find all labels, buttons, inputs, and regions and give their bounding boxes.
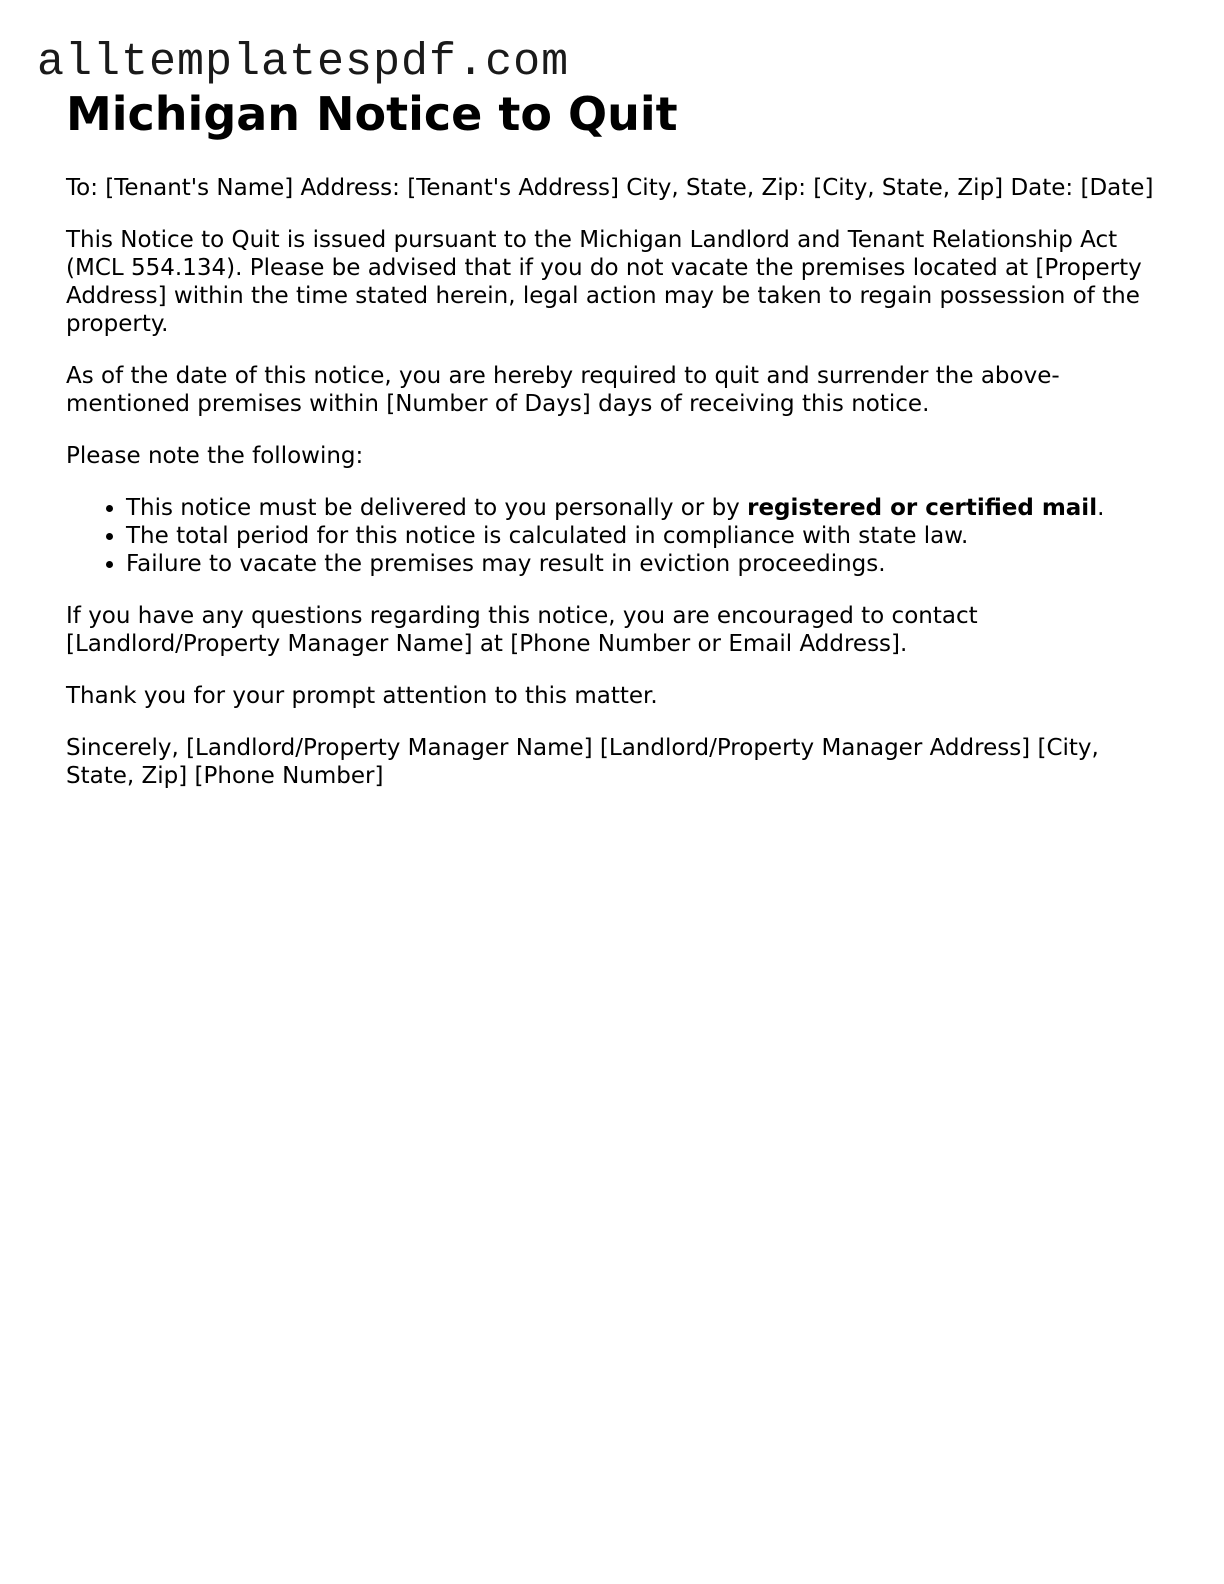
list-intro: Please note the following:: [66, 443, 364, 469]
list-item-punctuation: .: [1097, 495, 1105, 521]
paragraph-legal-basis: This Notice to Quit is issued pursuant to the Michigan Landlord and Tenant Relationship Act (MCL 554.134). Please be advised that if you do not vacate the premises located at [Property Address] within the time stated herein, legal action may be taken to regain possession of the property.: [66, 227, 1142, 337]
notice-body: [66, 174, 1156, 814]
recipient-line: To: [Tenant's Name] Address: [Tenant's Address] City, State, Zip: [City, State, Zip] Date: [Date]: [66, 175, 1154, 201]
notice-list: [66, 494, 1156, 578]
list-item: [126, 494, 1156, 522]
paragraph-contact: If you have any questions regarding this notice, you are encouraged to contact [Landlord/Property Manager Name] at [Phone Number or Email Address].: [66, 603, 978, 657]
signature-block: Sincerely, [Landlord/Property Manager Name] [Landlord/Property Manager Address] [City, State, Zip] [Phone Number]: [66, 735, 1099, 789]
list-item: • Failure to vacate the premises may result in eviction proceedings.: [126, 550, 1156, 578]
delivery-method-emphasis: registered or certified mail: [747, 495, 1098, 521]
list-item: • The total period for this notice is calculated in compliance with state law.: [126, 522, 1156, 550]
paragraph-thanks: Thank you for your prompt attention to this matter.: [66, 683, 658, 709]
paragraph-vacate-requirement: As of the date of this notice, you are hereby required to quit and surrender the above-mentioned premises within [Number of Days] days of receiving this notice.: [66, 363, 1060, 417]
list-item-text: This notice must be delivered to you personally or by: [126, 495, 748, 521]
document-title: Michigan Notice to Quit: [66, 87, 678, 141]
site-watermark: alltemplatespdf.com: [37, 37, 570, 88]
